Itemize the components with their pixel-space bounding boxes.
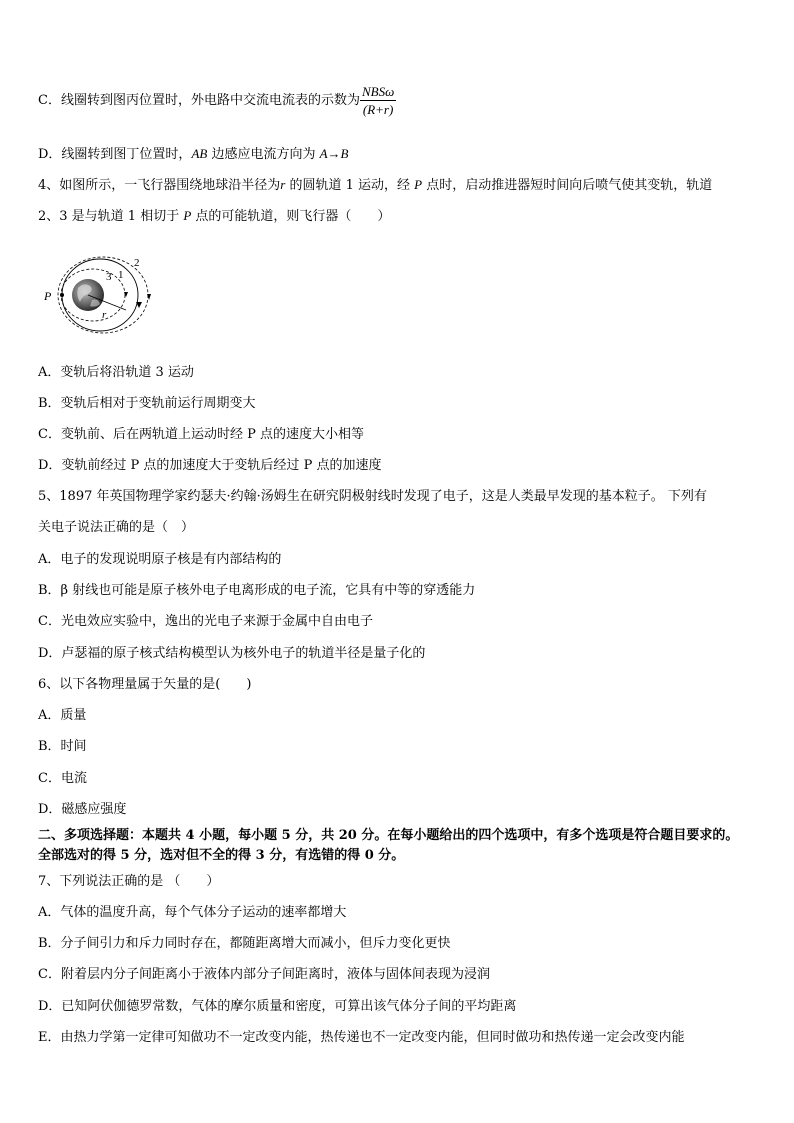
q5-option-c: C．光电效应实验中，逸出的光电子来源于金属中自由电子 (38, 614, 373, 629)
q7-stem: 7、下列说法正确的是 （ ） (38, 874, 220, 889)
section-2-heading-line2: 全部选对的得 5 分，选对但不全的得 3 分，有选错的得 0 分。 (38, 848, 405, 863)
q6-option-a: A．质量 (38, 708, 87, 723)
q4-stem-line2-a: 2、3 是与轨道 1 相切于 (38, 209, 184, 224)
q7-option-a: A．气体的温度升高，每个气体分子运动的速率都增大 (38, 905, 347, 920)
point-p (60, 293, 64, 297)
q4-stem-part-c: 点时，启动推进器短时间向后喷气使其变轨，轨道 (422, 178, 713, 193)
q3-option-d-direction: A→B (319, 146, 349, 161)
q4-stem-line2 (38, 208, 390, 225)
current-fraction (360, 84, 396, 117)
q4-stem-r: r (280, 177, 286, 192)
q3-option-c (38, 84, 396, 117)
fraction-numerator: NBSω (361, 84, 395, 99)
q4-option-d: D．变轨前经过 P 点的加速度大于变轨后经过 P 点的加速度 (38, 458, 382, 473)
label-p: P (44, 289, 52, 303)
q3-option-d-text2: 边感应电流方向为 (207, 147, 320, 162)
orbit-diagram (38, 250, 168, 345)
q4-stem-p: P (414, 177, 423, 192)
q4-option-b: B．变轨后相对于变轨前运行周期变大 (38, 396, 256, 411)
q6-option-d: D．磁感应强度 (38, 802, 127, 817)
q7-option-b: B．分子间引力和斥力同时存在，都随距离增大而减小，但斥力变化更快 (38, 936, 451, 951)
q3-option-d-text: D．线圈转到图丁位置时， (38, 147, 192, 162)
q7-option-c: C．附着层内分子间距离小于液体内部分子间距离时，液体与固体间表现为浸润 (38, 967, 490, 982)
q4-option-c: C．变轨前、后在两轨道上运动时经 P 点的速度大小相等 (38, 427, 364, 442)
q5-stem-line1: 5、1897 年英国物理学家约瑟夫·约翰·汤姆生在研究阴极射线时发现了电子，这是人类最早发现的基本粒子。 下列有 (38, 489, 707, 504)
q4-stem-line1 (38, 177, 712, 194)
q3-option-c-text: C．线圈转到图丙位置时，外电路中交流电流表的示数为 (38, 93, 360, 108)
q4-option-a: A．变轨后将沿轨道 3 运动 (38, 365, 194, 380)
q6-stem: 6、以下各物理量属于矢量的是( ) (38, 677, 252, 692)
q7-option-d: D．已知阿伏伽德罗常数，气体的摩尔质量和密度，可算出该气体分子间的平均距离 (38, 999, 517, 1014)
section-2-heading-line1: 二、多项选择题：本题共 4 小题，每小题 5 分，共 20 分。在每小题给出的四个选项中，有多个选项是符合题目要求的。 (38, 828, 739, 843)
q6-option-c: C．电流 (38, 771, 87, 786)
q4-stem-line2-p: P (183, 208, 192, 223)
q6-option-b: B．时间 (38, 739, 87, 754)
q5-option-a: A．电子的发现说明原子核是有内部结构的 (38, 552, 282, 567)
q3-option-d-ab: AB (191, 146, 208, 161)
label-1: 1 (118, 269, 124, 281)
fraction-denominator: (R+r) (360, 100, 396, 117)
q5-option-b: B．β 射线也可能是原子核外电子电离形成的电子流，它具有中等的穿透能力 (38, 583, 476, 598)
q4-stem-part-a: 4、如图所示，一飞行器围绕地球沿半径为 (38, 178, 281, 193)
q7-option-e: E．由热力学第一定律可知做功不一定改变内能，热传递也不一定改变内能，但同时做功和热传递一定会改变内能 (38, 1030, 685, 1045)
label-3: 3 (106, 271, 112, 283)
label-2: 2 (134, 257, 140, 269)
q3-option-d (38, 146, 348, 163)
q5-stem-line2: 关电子说法正确的是（ ） (38, 520, 195, 535)
q4-stem-line2-b: 点的可能轨道，则飞行器（ ） (191, 209, 391, 224)
label-r: r (102, 309, 107, 321)
q5-option-d: D．卢瑟福的原子核式结构模型认为核外电子的轨道半径是量子化的 (38, 646, 426, 661)
q4-stem-part-b: 的圆轨道 1 运动，经 (285, 178, 415, 193)
